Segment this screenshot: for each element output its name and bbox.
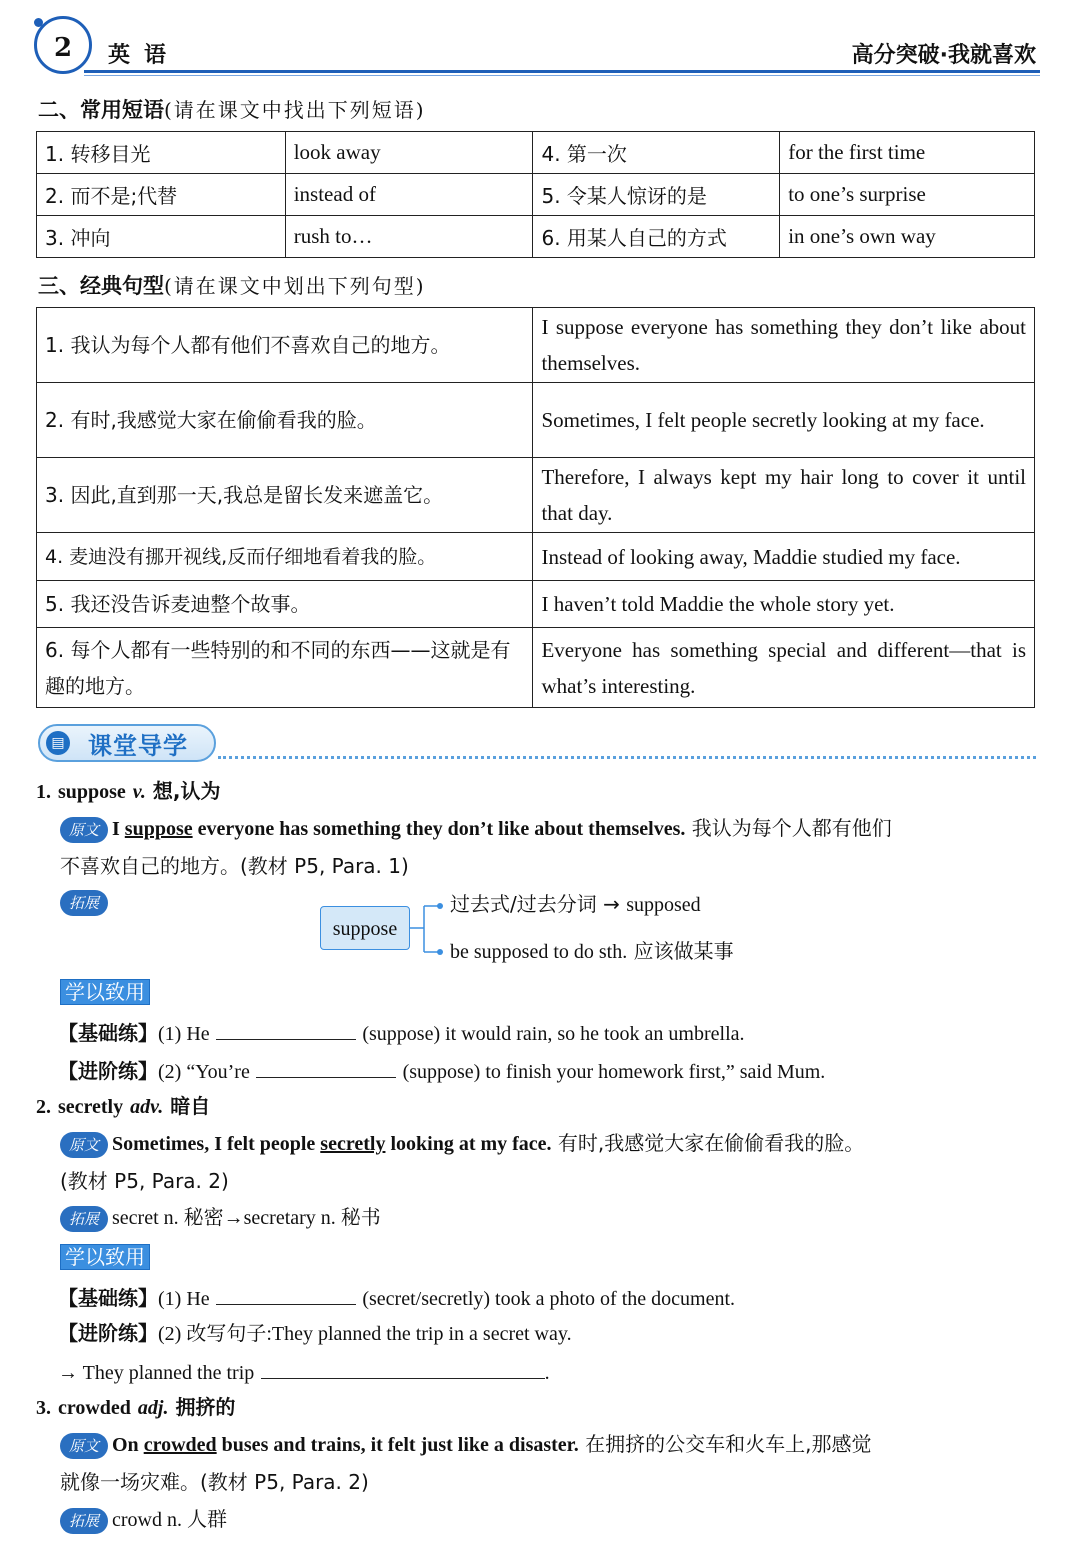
item3-heading: [36, 1395, 235, 1420]
section-phrases-note: (请在课文中找出下列短语): [164, 98, 426, 122]
phrase-zh: 3. 冲向: [37, 216, 286, 258]
diagram-center-word: suppose: [320, 906, 410, 950]
exercise-text: (suppose) to finish your homework first,” said Mum.: [402, 1061, 826, 1083]
item-word: secretly: [57, 1096, 124, 1118]
phrase-en: for the first time: [780, 132, 1035, 174]
diagram-label: 应该做某事: [633, 939, 734, 963]
sentence-zh: 3. 因此,直到那一天,我总是留长发来遮盖它。: [37, 458, 533, 533]
diagram-form: supposed: [626, 894, 701, 916]
item-pos: adv.: [130, 1096, 164, 1118]
item2-exercise-2-rewrite: → They planned the trip .: [58, 1358, 550, 1385]
item-word: suppose: [57, 781, 126, 803]
section-sentences-heading: 三、经典句型: [38, 274, 164, 298]
item1-apply: [60, 979, 150, 1005]
table-row: [37, 132, 1035, 174]
header-rule: [84, 70, 1040, 73]
diagram-branch-usage: [450, 939, 734, 964]
item1-source: [60, 816, 892, 843]
item-pos: v.: [132, 781, 146, 803]
source-badge: 原文: [60, 817, 108, 843]
exercise-text: (2) “You’re: [158, 1061, 250, 1083]
source-translation: 我认为每个人都有他们: [691, 816, 892, 840]
expand-text: secret n. 秘密→secretary n. 秘书: [112, 1207, 381, 1229]
source-text: On: [112, 1434, 144, 1456]
sentence-en: Therefore, I always kept my hair long to cover it until that day.: [533, 458, 1035, 533]
item-number: 2.: [36, 1096, 51, 1118]
exercise-text: (1) He: [158, 1023, 210, 1045]
exercise-text: (1) He: [158, 1288, 210, 1310]
sentence-zh: 5. 我还没告诉麦迪整个故事。: [37, 581, 533, 628]
phrase-zh: 2. 而不是;代替: [37, 174, 286, 216]
item-number: 1.: [36, 781, 51, 803]
table-row: [37, 308, 1035, 383]
item-word: crowded: [57, 1397, 131, 1419]
phrase-en: rush to…: [285, 216, 533, 258]
item1-source-cont: 不喜欢自己的地方。(教材 P5, Para. 1): [60, 854, 409, 878]
source-translation: 有时,我感觉大家在偷偷看我的脸。: [557, 1131, 865, 1155]
header-rule-thin: [84, 75, 1040, 76]
item-meaning: 想,认为: [152, 779, 221, 803]
apply-badge: 学以致用: [60, 979, 150, 1005]
source-keyword: suppose: [124, 818, 193, 840]
sentence-en: Instead of looking away, Maddie studied my face.: [533, 533, 1035, 581]
phrase-en: look away: [285, 132, 533, 174]
source-badge: 原文: [60, 1132, 108, 1158]
exercise-text: (2) 改写句子:They planned the trip in a secret way.: [158, 1323, 572, 1345]
item-meaning: 暗自: [170, 1094, 211, 1118]
exercise-text: → They planned the trip: [58, 1362, 255, 1384]
table-row: [37, 216, 1035, 258]
item1-heading: [36, 779, 220, 804]
exercise-label: 【基础练】: [58, 1286, 158, 1310]
exercise-text: (secret/secretly) took a photo of the document.: [362, 1288, 736, 1310]
item-pos: adj.: [137, 1397, 169, 1419]
item2-exercise-2: [58, 1321, 572, 1346]
phrase-zh: 6. 用某人自己的方式: [533, 216, 780, 258]
table-row: [37, 581, 1035, 628]
source-text: Sometimes, I felt people: [112, 1133, 321, 1155]
diagram-brace: [410, 898, 450, 960]
sentence-en: Everyone has something special and different—that is what’s interesting.: [533, 628, 1035, 708]
item2-source-ref: (教材 P5, Para. 2): [60, 1169, 229, 1193]
diagram-form: be supposed to do sth.: [450, 941, 628, 963]
sentence-en: Sometimes, I felt people secretly looking at my face.: [533, 383, 1035, 458]
diagram-branch-past: [450, 892, 701, 917]
exercise-label: 【进阶练】: [58, 1059, 158, 1083]
sentence-en: I haven’t told Maddie the whole story yet.: [533, 581, 1035, 628]
item2-expand: [60, 1205, 381, 1232]
section-sentences-note: (请在课文中划出下列句型): [164, 274, 426, 298]
page-number: 2: [34, 16, 92, 74]
expand-badge: 拓展: [60, 1508, 108, 1534]
subject-title: 英语: [108, 43, 181, 68]
table-row: [37, 533, 1035, 581]
item3-expand: [60, 1507, 227, 1534]
answer-blank[interactable]: [216, 1019, 356, 1040]
table-row: [37, 174, 1035, 216]
banner-title: 课堂导学: [88, 732, 188, 760]
phrase-zh: 1. 转移目光: [37, 132, 286, 174]
item2-source: [60, 1131, 864, 1158]
item2-heading: [36, 1094, 210, 1119]
sentence-zh: 6. 每个人都有一些特别的和不同的东西——这就是有趣的地方。: [37, 628, 533, 708]
phrase-zh: 4. 第一次: [533, 132, 780, 174]
source-text: looking at my face.: [385, 1133, 552, 1155]
item-number: 3.: [36, 1397, 51, 1419]
item1-exercise-1: [58, 1019, 745, 1046]
table-row: [37, 628, 1035, 708]
item3-source-cont: 就像一场灾难。(教材 P5, Para. 2): [60, 1470, 369, 1494]
item1-exercise-2: [58, 1057, 825, 1084]
sentence-zh: 1. 我认为每个人都有他们不喜欢自己的地方。: [37, 308, 533, 383]
source-badge: 原文: [60, 1433, 108, 1459]
source-text: I: [112, 818, 125, 840]
source-text: buses and trains, it felt just like a disaster.: [216, 1434, 579, 1456]
sentences-table: [36, 307, 1035, 708]
apply-badge: 学以致用: [60, 1244, 150, 1270]
answer-blank[interactable]: [256, 1057, 396, 1078]
source-keyword: secretly: [320, 1133, 386, 1155]
item2-exercise-1: [58, 1284, 735, 1311]
header-slogan: 高分突破·我就喜欢: [851, 43, 1036, 68]
phrase-en: in one’s own way: [780, 216, 1035, 258]
exercise-label: 【进阶练】: [58, 1321, 158, 1345]
table-row: [37, 383, 1035, 458]
sentence-zh: 2. 有时,我感觉大家在偷偷看我的脸。: [37, 383, 533, 458]
item3-source: [60, 1432, 871, 1459]
phrase-zh: 5. 令某人惊讶的是: [533, 174, 780, 216]
section-sentences-title: [38, 270, 426, 300]
phrase-en: to one’s surprise: [780, 174, 1035, 216]
expand-badge: 拓展: [60, 890, 108, 916]
item2-apply: [60, 1244, 150, 1270]
sentence-en: I suppose everyone has something they don’t like about themselves.: [533, 308, 1035, 383]
exercise-label: 【基础练】: [58, 1021, 158, 1045]
table-row: [37, 458, 1035, 533]
answer-blank[interactable]: [216, 1284, 356, 1305]
section-phrases-title: [38, 94, 426, 124]
exercise-text: (suppose) it would rain, so he took an umbrella.: [362, 1023, 745, 1045]
banner-divider: [218, 756, 1036, 759]
section-phrases-heading: 二、常用短语: [38, 98, 164, 122]
source-keyword: crowded: [143, 1434, 217, 1456]
answer-blank[interactable]: [261, 1358, 545, 1379]
phrases-table: [36, 131, 1035, 258]
item-meaning: 拥挤的: [175, 1395, 236, 1419]
source-translation: 在拥挤的公交车和火车上,那感觉: [585, 1432, 872, 1456]
diagram-label: 过去式/过去分词 →: [450, 892, 620, 916]
sentence-zh: 4. 麦迪没有挪开视线,反而仔细地看着我的脸。: [37, 533, 533, 581]
expand-text: crowd n. 人群: [112, 1509, 227, 1531]
book-icon: ▤: [46, 731, 70, 755]
expand-badge: 拓展: [60, 1206, 108, 1232]
source-text: everyone has something they don’t like about themselves.: [192, 818, 686, 840]
item1-expand: [60, 889, 112, 916]
phrase-en: instead of: [285, 174, 533, 216]
